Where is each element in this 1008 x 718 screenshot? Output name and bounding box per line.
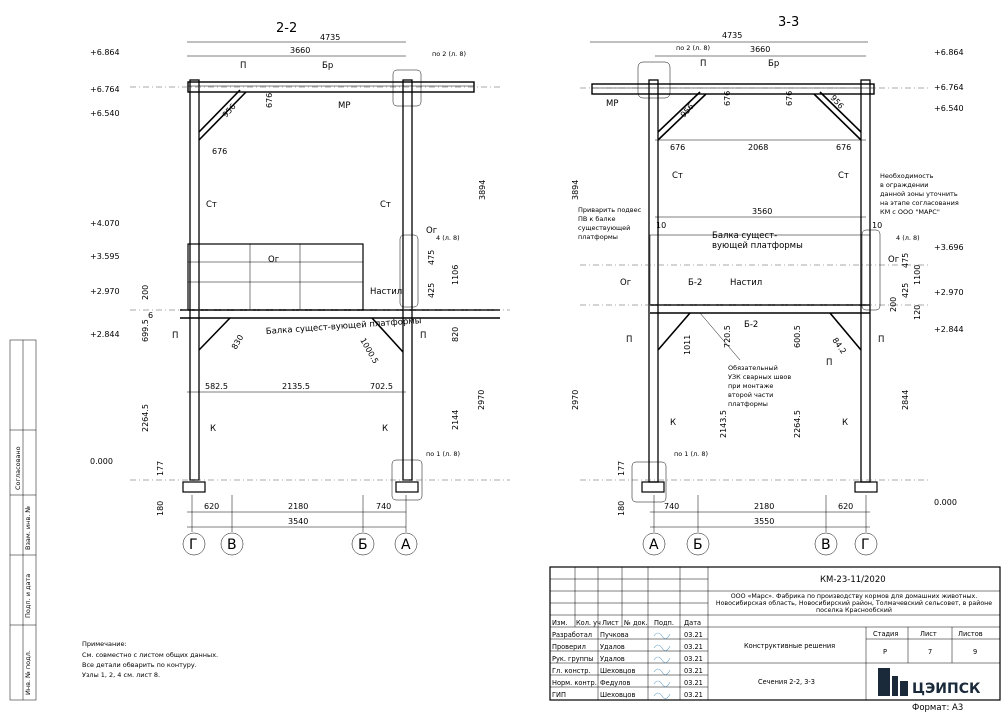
tb-role-4: Норм. контр. <box>552 679 597 687</box>
section-title-3-3: 3-3 <box>778 15 800 30</box>
note-3-3-1: Приварить подвес ПВ к балке существующей платформы <box>578 206 642 241</box>
axis-2-2-1 <box>221 533 243 555</box>
dim-3-3-d5: 720.5 <box>723 325 732 348</box>
dim-3-3-l3: 180 <box>617 500 626 516</box>
tb-role-0: Разработал <box>552 631 592 639</box>
label-2-2-Og2: Ог <box>426 226 438 236</box>
label-3-3-Og2: Ог <box>888 255 900 265</box>
dim-2-2-mid-1: 2135.5 <box>282 382 310 391</box>
dim-3-3-d3: 956 <box>828 93 846 111</box>
label-2-2-nastil: Настил <box>370 287 403 297</box>
dim-3-3-l1: 2970 <box>571 389 580 410</box>
label-3-3-St2: Ст <box>838 171 849 181</box>
dim-2-2-b1: 2180 <box>288 502 309 511</box>
tb-date-5: 03.21 <box>684 691 703 699</box>
dim-3-3-t5: 3560 <box>752 207 773 216</box>
dim-3-3-l0: 3894 <box>571 179 580 200</box>
label-3-3-P: П <box>700 59 707 69</box>
dim-3-3-l2: 177 <box>617 460 626 476</box>
dim-3-3-r3: 120 <box>913 304 922 320</box>
dim-2-2-l1: 699.5 <box>141 319 150 342</box>
dim-2-2-b0: 620 <box>204 502 220 511</box>
tb-project: ООО «Марс». Фабрика по производству кормов для домашних животных. Новосибирская область, Новосибирский район, Толмачевский сельсовет, в районе поселка Краснообский <box>715 593 993 615</box>
svg-text:Б: Б <box>358 537 368 553</box>
tb-date-2: 03.21 <box>684 655 703 663</box>
level-2-2-5: +2.970 <box>90 287 120 296</box>
company-logo <box>878 668 981 697</box>
tb-name-3: Шеховцов <box>600 667 636 675</box>
label-3-3-Og1: Ог <box>620 278 632 288</box>
tb-format: Формат: А3 <box>912 703 964 713</box>
tb-hdr-kol: Кол. уч <box>576 619 601 627</box>
dim-3-3-t2: 676 <box>670 143 686 152</box>
label-3-3-P4: П <box>826 358 833 368</box>
dim-3-3-d1: 676 <box>723 90 732 106</box>
level-2-2-1: +6.764 <box>90 85 120 94</box>
level-2-2-0: +6.864 <box>90 48 120 57</box>
tb-name-2: Удалов <box>600 655 625 663</box>
dim-2-2-mid-0: 582.5 <box>205 382 228 391</box>
tb-hdr-data: Дата <box>684 619 702 627</box>
label-3-3-K1: К <box>670 418 677 428</box>
label-3-3-Br: Бр <box>768 59 780 69</box>
dim-4735-b: 4735 <box>722 31 743 40</box>
tb-name-0: Пучкова <box>600 631 629 639</box>
tb-sheets-label: Листов <box>958 630 983 638</box>
label-2-2-Og1: Ог <box>268 255 280 265</box>
tb-stage-value: Р <box>883 648 887 656</box>
dim-2-2-b2: 740 <box>376 502 392 511</box>
level-2-2-7: 0.000 <box>90 457 113 466</box>
tb-role-3: Гл. констр. <box>552 667 591 675</box>
tb-sheets-value: 9 <box>973 648 978 656</box>
section-2-2 <box>90 21 510 555</box>
dim-3660-b: 3660 <box>750 45 771 54</box>
dim-3-3-d7: 84.2 <box>830 335 848 356</box>
tb-logo: ЦЭИПСК <box>912 681 981 697</box>
svg-text:Г: Г <box>189 537 198 553</box>
dim-2-2-l0: 200 <box>141 284 150 300</box>
tb-date-3: 03.21 <box>684 667 703 675</box>
dim-4735-a: 4735 <box>320 33 341 42</box>
callout-3-3-0: по 2 (л. 8) <box>676 44 710 52</box>
tb-sheet-label: Лист <box>920 630 937 638</box>
tb-role-5: ГИП <box>552 691 566 699</box>
dim-2-2-r0: 3894 <box>478 179 487 200</box>
label-3-3-B2a: Б-2 <box>688 278 703 288</box>
label-3-3-P2: П <box>626 335 633 345</box>
label-2-2-P2: П <box>172 331 179 341</box>
tb-hdr-ndok: № док. <box>624 619 648 627</box>
label-2-2-Br: Бр <box>322 61 334 71</box>
note-3-3-2: Необходимость в ограждении данной зоны уточнить на этапе согласования КМ с ООО "МАРС" <box>880 172 959 216</box>
tb-role-2: Рук. группы <box>552 655 594 663</box>
dim-3-3-d8: 2143.5 <box>719 410 728 438</box>
title-block <box>550 567 1000 713</box>
dim-3660-a: 3660 <box>290 46 311 55</box>
label-3-3-nastil: Настил <box>730 278 763 288</box>
dim-2-2-l2: 2264.5 <box>141 404 150 432</box>
level-3-3-6: 0.000 <box>934 498 957 507</box>
notes-line-2: Все детали обварить по контуру. <box>82 661 197 669</box>
svg-text:Б: Б <box>693 537 703 553</box>
label-2-2-P: П <box>240 61 247 71</box>
svg-text:А: А <box>401 537 411 553</box>
dim-2-2-l5: 6 <box>148 311 154 320</box>
note-3-3-3: Балка сущест-вующей платформы <box>712 231 803 251</box>
dim-3-3-l5: 10 <box>872 221 883 230</box>
side-stamp <box>10 340 36 700</box>
dim-3-3-d4: 1011 <box>683 334 692 355</box>
side-stamp-date: Подп. и дата <box>24 573 32 618</box>
label-2-2-MR: МР <box>338 101 351 111</box>
dim-3-3-b2: 620 <box>838 502 854 511</box>
callout-2-2-2: по 1 (л. 8) <box>426 450 460 458</box>
dim-3-3-d9: 2264.5 <box>793 410 802 438</box>
label-3-3-St1: Ст <box>672 171 683 181</box>
dim-3-3-r5: 2844 <box>901 389 910 410</box>
signature-marks <box>654 633 670 699</box>
level-3-3-3: +3.696 <box>934 243 964 252</box>
tb-name-4: Федулов <box>600 679 631 687</box>
note-3-3-4: Обязательный УЗК сварных швов при монтаже второй части платформы <box>728 364 792 408</box>
axis-2-2-3 <box>395 533 417 555</box>
tb-role-1: Проверил <box>552 643 586 651</box>
dim-3-3-t4: 676 <box>836 143 852 152</box>
note-2-2: Балка сущест-вующей платформы <box>265 316 422 337</box>
level-3-3-4: +2.970 <box>934 288 964 297</box>
label-2-2-St2: Ст <box>380 200 391 210</box>
dim-2-2-l3: 177 <box>156 460 165 476</box>
callout-3-3-2: по 1 (л. 8) <box>674 450 708 458</box>
side-stamp-agreed: Согласовано <box>14 446 22 490</box>
notes-heading: Примечание: <box>82 640 127 648</box>
axis-3-3-2 <box>815 533 837 555</box>
axis-2-2-2 <box>352 533 374 555</box>
level-3-3-5: +2.844 <box>934 325 964 334</box>
tb-stage-title: Конструктивные решения <box>744 642 836 650</box>
level-2-2-4: +3.595 <box>90 252 120 261</box>
tb-hdr-list: Лист <box>602 619 619 627</box>
tb-hdr-podp: Подп. <box>654 619 674 627</box>
dim-2-2-r6: 2144 <box>451 409 460 430</box>
dim-3-3-b1: 2180 <box>754 502 775 511</box>
label-3-3-MR: МР <box>606 99 619 109</box>
dim-3-3-d0: 956 <box>678 101 696 120</box>
tb-date-4: 03.21 <box>684 679 703 687</box>
label-3-3-K2: К <box>842 418 849 428</box>
dim-2-2-b3: 3540 <box>288 517 309 526</box>
label-3-3-P3: П <box>878 335 885 345</box>
tb-sheet-title: Сечения 2-2, 3-3 <box>758 678 816 686</box>
dim-2-2-d1: 676 <box>265 92 274 108</box>
dim-2-2-d3: 830 <box>229 333 246 351</box>
svg-text:Г: Г <box>861 537 870 553</box>
side-stamp-vzam: Взам. инв. № <box>24 505 32 550</box>
section-title-2-2: 2-2 <box>276 21 298 36</box>
label-2-2-K2: К <box>382 424 389 434</box>
dim-3-3-r2: 425 <box>901 282 910 298</box>
level-2-2-2: +6.540 <box>90 109 120 118</box>
dim-3-3-l4: 10 <box>656 221 667 230</box>
dim-3-3-b0: 740 <box>664 502 680 511</box>
svg-text:В: В <box>821 537 831 553</box>
callout-2-2-1: 4 (л. 8) <box>436 234 460 242</box>
notes-line-1: См. совместно с листом общих данных. <box>82 651 219 659</box>
label-2-2-St1: Ст <box>206 200 217 210</box>
tb-name-5: Шеховцов <box>600 691 636 699</box>
tb-code: КМ-23-11/2020 <box>820 575 886 585</box>
general-notes <box>82 640 218 679</box>
axis-3-3-0 <box>643 533 665 555</box>
callout-3-3-1: 4 (л. 8) <box>896 234 920 242</box>
tb-name-1: Удалов <box>600 643 625 651</box>
dim-3-3-b3: 3550 <box>754 517 775 526</box>
dim-2-2-r3: 425 <box>427 282 436 298</box>
svg-text:А: А <box>649 537 659 553</box>
label-3-3-B2b: Б-2 <box>744 320 759 330</box>
dim-3-3-t3: 2068 <box>748 143 769 152</box>
dim-2-2-r1: 475 <box>427 249 436 265</box>
dim-3-3-r0: 475 <box>901 252 910 268</box>
dim-2-2-r5: 2970 <box>477 389 486 410</box>
label-2-2-K1: К <box>210 424 217 434</box>
axis-3-3-1 <box>687 533 709 555</box>
axis-3-3-3 <box>855 533 877 555</box>
tb-hdr-izm: Изм. <box>552 619 568 627</box>
tb-stage-label: Стадия <box>873 630 899 638</box>
level-3-3-2: +6.540 <box>934 104 964 113</box>
notes-line-3: Узлы 1, 2, 4 см. лист 8. <box>82 671 161 679</box>
tb-date-1: 03.21 <box>684 643 703 651</box>
level-2-2-6: +2.844 <box>90 330 120 339</box>
label-2-2-P3: П <box>420 331 427 341</box>
dim-2-2-d4: 1000.5 <box>358 336 381 366</box>
axis-2-2-0 <box>183 533 205 555</box>
level-2-2-3: +4.070 <box>90 219 120 228</box>
dim-3-3-d6: 600.5 <box>793 325 802 348</box>
dim-2-2-r4: 820 <box>451 326 460 342</box>
section-3-3 <box>571 15 964 555</box>
dim-3-3-r4: 200 <box>889 296 898 312</box>
tb-sheet-value: 7 <box>928 648 933 656</box>
tb-project-wrap <box>710 593 998 615</box>
dim-2-2-r2: 1106 <box>451 264 460 285</box>
dim-2-2-d0: 956 <box>220 101 238 120</box>
callout-2-2-0: по 2 (л. 8) <box>432 50 466 58</box>
tb-date-0: 03.21 <box>684 631 703 639</box>
dim-3-3-r1: 1100 <box>913 264 922 285</box>
side-stamp-inv: Инв. № подл. <box>24 650 32 695</box>
svg-text:В: В <box>227 537 237 553</box>
level-3-3-1: +6.764 <box>934 83 964 92</box>
dim-2-2-d2: 676 <box>212 147 228 156</box>
dim-3-3-d2: 676 <box>785 90 794 106</box>
dim-2-2-mid-2: 702.5 <box>370 382 393 391</box>
level-3-3-0: +6.864 <box>934 48 964 57</box>
dim-2-2-l4: 180 <box>156 500 165 516</box>
